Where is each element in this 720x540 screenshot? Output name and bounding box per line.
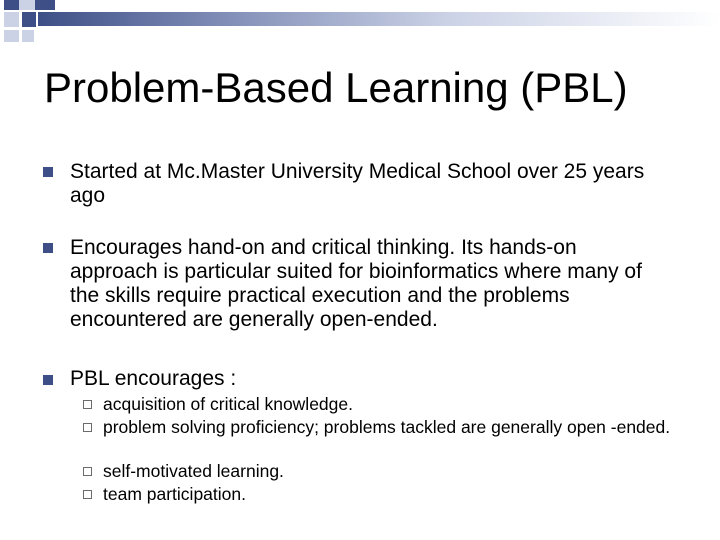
decor-square [4, 0, 19, 10]
bullet-text: Encourages hand-on and critical thinking. Its hands-on approach is particular suited for bioinformatics where many of the skills require practical execution and the problems encountered are generally open-ended. [70, 236, 642, 331]
decor-square [22, 12, 36, 27]
bullet-square-icon [43, 375, 53, 385]
checkbox-bullet-icon [83, 490, 92, 499]
sub-bullet-text: self-motivated learning. [103, 461, 284, 481]
checkbox-bullet-icon [83, 423, 92, 432]
decor-square [22, 30, 34, 42]
decor-square [4, 30, 19, 42]
decor-square [35, 0, 55, 10]
decor-square [4, 12, 19, 27]
checkbox-bullet-icon [83, 400, 92, 409]
bullet-text: PBL encourages : [70, 367, 237, 390]
decor-square [19, 0, 35, 10]
slide-title: Problem-Based Learning (PBL) [44, 64, 628, 111]
bullet-square-icon [43, 167, 53, 177]
sub-bullet-text: problem solving proficiency; problems tackled are generally open -ended. [103, 417, 671, 437]
sub-bullet-text: team participation. [103, 484, 246, 504]
header-gradient-bar [38, 12, 720, 26]
bullet-square-icon [43, 243, 53, 253]
bullet-text: Started at Mc.Master University Medical School over 25 years ago [70, 160, 645, 207]
checkbox-bullet-icon [83, 467, 92, 476]
sub-bullet-text: acquisition of critical knowledge. [103, 394, 353, 414]
